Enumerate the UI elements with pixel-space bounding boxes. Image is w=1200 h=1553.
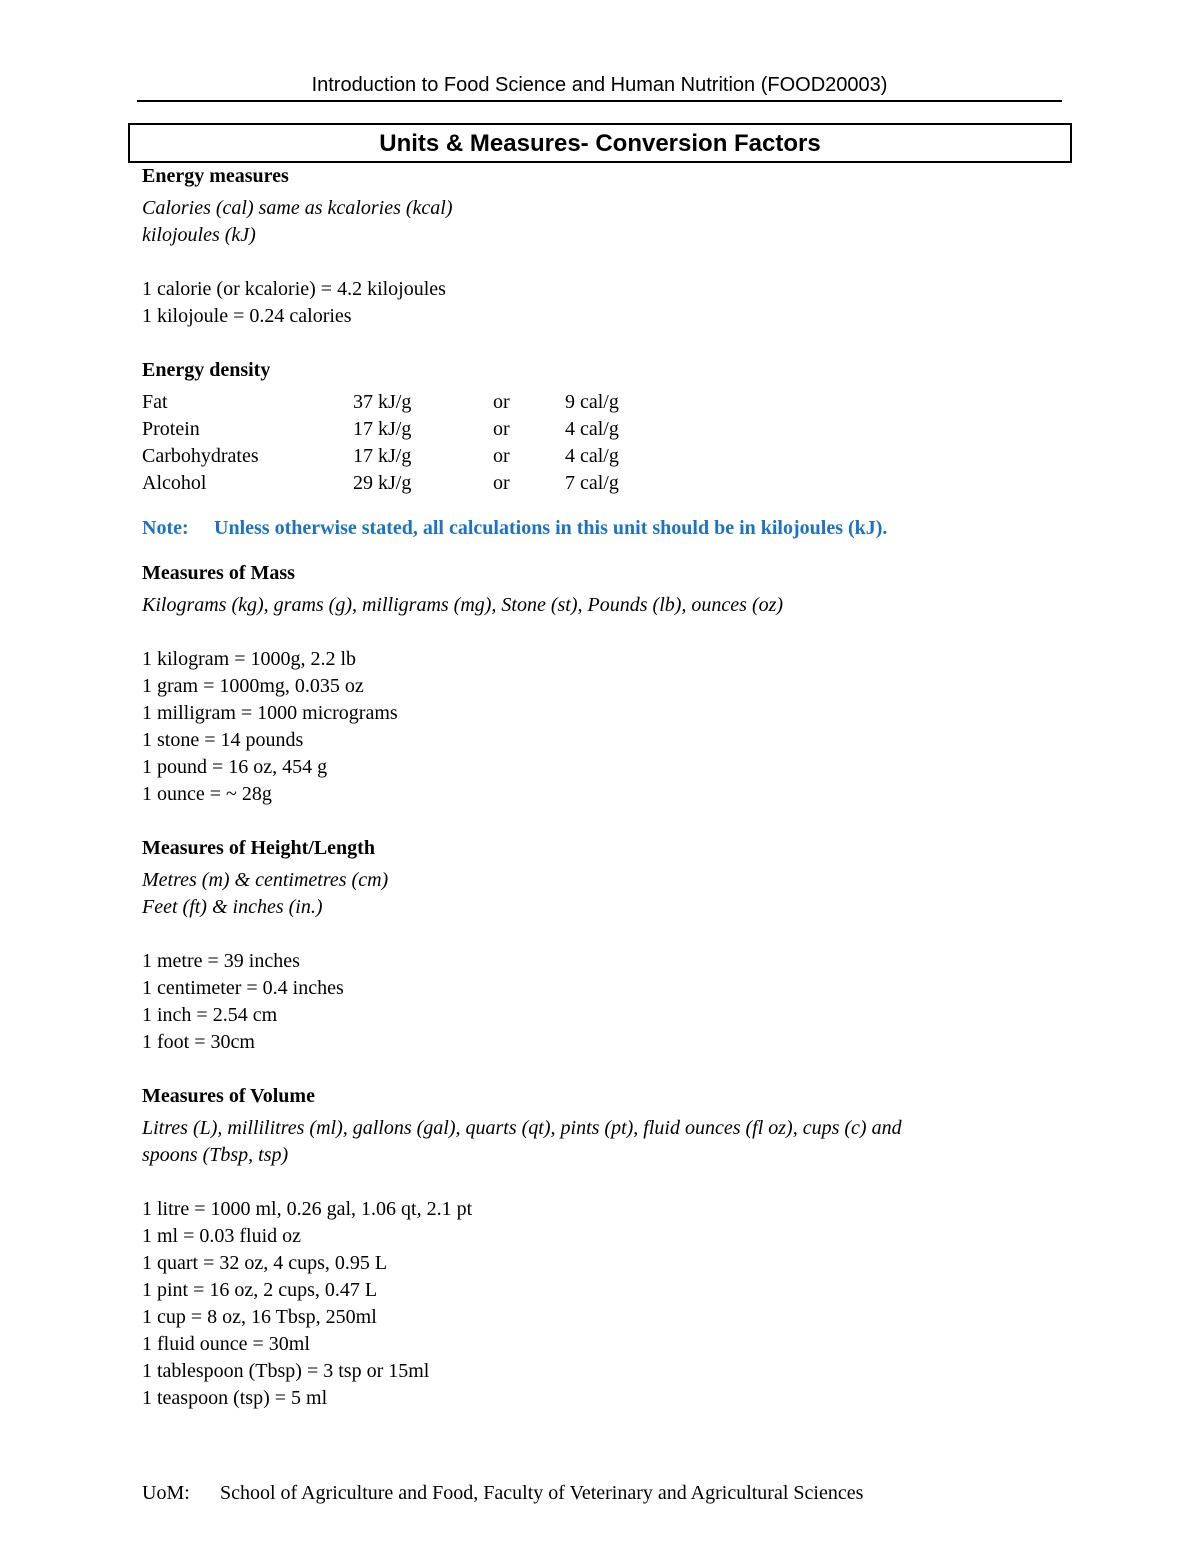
table-row xyxy=(142,416,685,443)
unit-description: Calories (cal) same as kcalories (kcal) xyxy=(142,197,453,219)
conversion-line: 1 ounce = ~ 28g xyxy=(142,783,272,805)
conversion-line: 1 kilogram = 1000g, 2.2 lb xyxy=(142,648,357,670)
unit-description: spoons (Tbsp, tsp) xyxy=(142,1144,289,1166)
conversion-line: 1 metre = 39 inches xyxy=(142,950,300,972)
energy-density-section xyxy=(142,357,1062,497)
conversion-line: 1 pound = 16 oz, 454 g xyxy=(142,756,328,778)
or-cell: or xyxy=(493,391,510,413)
section-heading: Measures of Mass xyxy=(142,562,295,584)
table-row xyxy=(142,470,685,497)
table-row xyxy=(142,389,685,416)
note-label: Note: xyxy=(142,517,189,539)
conversion-line: 1 stone = 14 pounds xyxy=(142,729,304,751)
mass-section xyxy=(142,560,1062,808)
note-text: Unless otherwise stated, all calculations in this unit should be in kilojoules (kJ). xyxy=(214,517,888,539)
conversion-line: 1 teaspoon (tsp) = 5 ml xyxy=(142,1387,328,1409)
page-header xyxy=(137,70,1062,102)
course-title: Introduction to Food Science and Human Nutrition (FOOD20003) xyxy=(311,74,888,96)
note xyxy=(142,515,1062,542)
page-footer xyxy=(142,1480,863,1507)
kj-cell: 17 kJ/g xyxy=(353,418,412,440)
conversion-line: 1 litre = 1000 ml, 0.26 gal, 1.06 qt, 2.1 pt xyxy=(142,1198,473,1220)
footer-label: UoM: xyxy=(142,1482,190,1504)
section-heading: Energy measures xyxy=(142,165,289,187)
kj-cell: 29 kJ/g xyxy=(353,472,412,494)
cal-cell: 7 cal/g xyxy=(565,472,619,494)
food-cell: Alcohol xyxy=(142,472,207,494)
cal-cell: 4 cal/g xyxy=(565,445,619,467)
length-section xyxy=(142,835,1062,1056)
conversion-line: 1 calorie (or kcalorie) = 4.2 kilojoules xyxy=(142,278,446,300)
conversion-line: 1 fluid ounce = 30ml xyxy=(142,1333,310,1355)
conversion-line: 1 tablespoon (Tbsp) = 3 tsp or 15ml xyxy=(142,1360,430,1382)
food-cell: Carbohydrates xyxy=(142,445,259,467)
unit-description: kilojoules (kJ) xyxy=(142,224,256,246)
section-heading: Measures of Volume xyxy=(142,1085,315,1107)
conversion-line: 1 inch = 2.54 cm xyxy=(142,1004,278,1026)
volume-section xyxy=(142,1083,1062,1412)
food-cell: Fat xyxy=(142,391,168,413)
page-title: Units & Measures- Conversion Factors xyxy=(128,123,1072,163)
energy-density-table xyxy=(142,389,685,497)
unit-description: Kilograms (kg), grams (g), milligrams (mg), Stone (st), Pounds (lb), ounces (oz) xyxy=(142,594,784,616)
conversion-line: 1 foot = 30cm xyxy=(142,1031,255,1053)
unit-description: Litres (L), millilitres (ml), gallons (gal), quarts (qt), pints (pt), fluid ounces (fl oz), cups (c) and xyxy=(142,1117,902,1139)
conversion-line: 1 ml = 0.03 fluid oz xyxy=(142,1225,302,1247)
cal-cell: 4 cal/g xyxy=(565,418,619,440)
or-cell: or xyxy=(493,472,510,494)
conversion-line: 1 pint = 16 oz, 2 cups, 0.47 L xyxy=(142,1279,378,1301)
conversion-line: 1 cup = 8 oz, 16 Tbsp, 250ml xyxy=(142,1306,377,1328)
kj-cell: 37 kJ/g xyxy=(353,391,412,413)
conversion-line: 1 centimeter = 0.4 inches xyxy=(142,977,344,999)
table-row xyxy=(142,443,685,470)
footer-text: School of Agriculture and Food, Faculty of Veterinary and Agricultural Sciences xyxy=(220,1482,864,1504)
food-cell: Protein xyxy=(142,418,200,440)
conversion-line: 1 gram = 1000mg, 0.035 oz xyxy=(142,675,364,697)
energy-measures-section xyxy=(142,163,1062,330)
or-cell: or xyxy=(493,418,510,440)
or-cell: or xyxy=(493,445,510,467)
conversion-line: 1 quart = 32 oz, 4 cups, 0.95 L xyxy=(142,1252,388,1274)
section-heading: Energy density xyxy=(142,359,271,381)
conversion-line: 1 milligram = 1000 micrograms xyxy=(142,702,398,724)
kj-cell: 17 kJ/g xyxy=(353,445,412,467)
unit-description: Metres (m) & centimetres (cm) xyxy=(142,869,389,891)
cal-cell: 9 cal/g xyxy=(565,391,619,413)
document-body xyxy=(142,163,1062,1412)
unit-description: Feet (ft) & inches (in.) xyxy=(142,896,323,918)
conversion-line: 1 kilojoule = 0.24 calories xyxy=(142,305,352,327)
section-heading: Measures of Height/Length xyxy=(142,837,375,859)
